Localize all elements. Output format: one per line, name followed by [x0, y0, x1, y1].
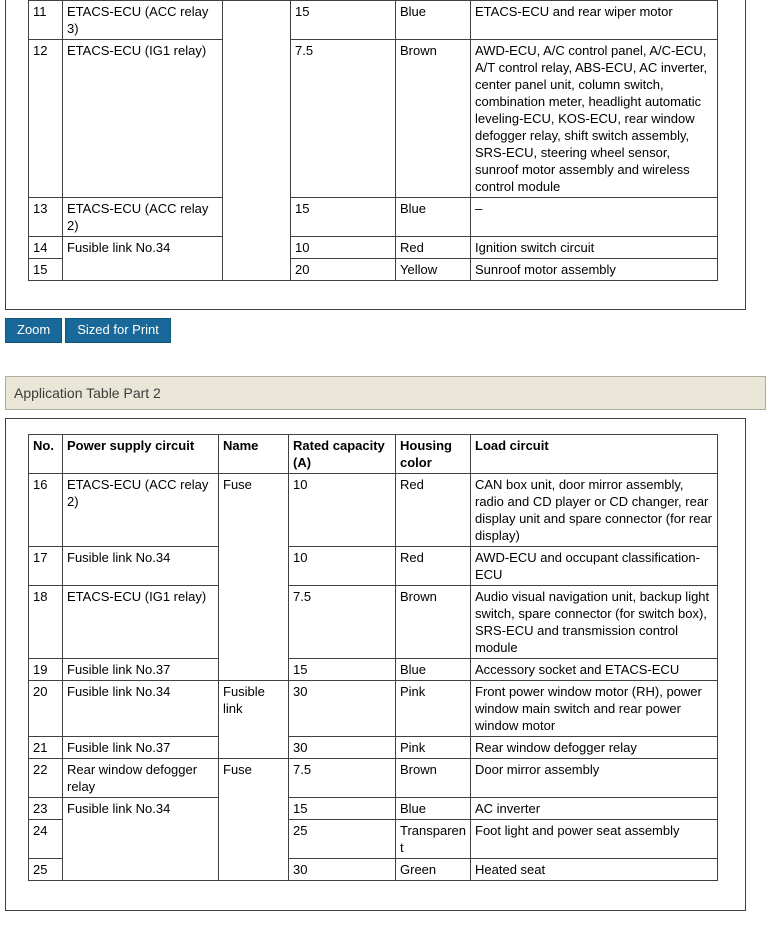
col-header-name: Name — [219, 435, 289, 474]
cell-no: 22 — [29, 759, 63, 798]
cell-rated-capacity: 10 — [289, 547, 396, 586]
cell-rated-capacity: 7.5 — [291, 40, 396, 198]
cell-name: Fuse — [219, 759, 289, 881]
cell-housing-color: Red — [396, 547, 471, 586]
cell-power-supply-circuit: Fusible link No.37 — [63, 659, 219, 681]
zoom-button[interactable]: Zoom — [5, 318, 62, 343]
cell-housing-color: Pink — [396, 737, 471, 759]
cell-name — [223, 1, 291, 281]
cell-power-supply-circuit: Fusible link No.37 — [63, 737, 219, 759]
table-row — [29, 798, 718, 820]
cell-power-supply-circuit: Fusible link No.34 — [63, 547, 219, 586]
cell-no: 20 — [29, 681, 63, 737]
cell-housing-color: Brown — [396, 586, 471, 659]
cell-rated-capacity: 30 — [289, 737, 396, 759]
cell-power-supply-circuit: ETACS-ECU (ACC relay 3) — [63, 1, 223, 40]
col-header-load-circuit: Load circuit — [471, 435, 718, 474]
table-row — [29, 40, 718, 198]
cell-no: 18 — [29, 586, 63, 659]
col-header-power-supply-circuit: Power supply circuit — [63, 435, 219, 474]
cell-rated-capacity: 7.5 — [289, 586, 396, 659]
table-row — [29, 1, 718, 40]
cell-rated-capacity: 30 — [289, 859, 396, 881]
cell-load-circuit: AWD-ECU, A/C control panel, A/C-ECU, A/T control relay, ABS-ECU, AC inverter, center panel unit, column switch, combination meter, headlight automatic leveling-ECU, KOS-ECU, rear window defogger relay, shift switch assembly, SRS-ECU, steering wheel sensor, sunroof motor assembly and wireless control module — [471, 40, 718, 198]
table-row — [29, 586, 718, 659]
table-row — [29, 759, 718, 798]
cell-load-circuit: CAN box unit, door mirror assembly, radio and CD player or CD changer, rear display unit and spare connector (for rear display) — [471, 474, 718, 547]
table-row — [29, 681, 718, 737]
cell-power-supply-circuit: ETACS-ECU (IG1 relay) — [63, 586, 219, 659]
cell-rated-capacity: 30 — [289, 681, 396, 737]
cell-no: 13 — [29, 198, 63, 237]
cell-housing-color: Transparent — [396, 820, 471, 859]
cell-load-circuit: Heated seat — [471, 859, 718, 881]
cell-rated-capacity: 10 — [289, 474, 396, 547]
cell-no: 24 — [29, 820, 63, 859]
cell-no: 23 — [29, 798, 63, 820]
application-table-part1 — [28, 0, 718, 281]
cell-housing-color: Pink — [396, 681, 471, 737]
cell-load-circuit: Ignition switch circuit — [471, 237, 718, 259]
col-header-housing-color: Housing color — [396, 435, 471, 474]
cell-name: Fuse — [219, 474, 289, 681]
cell-housing-color: Blue — [396, 1, 471, 40]
cell-power-supply-circuit: ETACS-ECU (IG1 relay) — [63, 40, 223, 198]
cell-rated-capacity: 25 — [289, 820, 396, 859]
cell-housing-color: Blue — [396, 659, 471, 681]
cell-load-circuit: Foot light and power seat assembly — [471, 820, 718, 859]
cell-housing-color: Blue — [396, 198, 471, 237]
table2-panel — [5, 418, 746, 911]
cell-load-circuit: Audio visual navigation unit, backup light switch, spare connector (for switch box), SRS-ECU and transmission control module — [471, 586, 718, 659]
cell-housing-color: Red — [396, 237, 471, 259]
cell-rated-capacity: 15 — [289, 659, 396, 681]
table1-panel — [5, 0, 746, 310]
cell-rated-capacity: 7.5 — [289, 759, 396, 798]
cell-power-supply-circuit: Fusible link No.34 — [63, 798, 219, 881]
cell-load-circuit: Sunroof motor assembly — [471, 259, 718, 281]
cell-name: Fusible link — [219, 681, 289, 759]
section-title: Application Table Part 2 — [5, 376, 766, 410]
table-row — [29, 237, 718, 259]
cell-no: 17 — [29, 547, 63, 586]
cell-power-supply-circuit: Rear window defogger relay — [63, 759, 219, 798]
cell-power-supply-circuit: Fusible link No.34 — [63, 237, 223, 281]
cell-rated-capacity: 20 — [291, 259, 396, 281]
table-row — [29, 547, 718, 586]
cell-housing-color: Red — [396, 474, 471, 547]
cell-load-circuit: Rear window defogger relay — [471, 737, 718, 759]
cell-housing-color: Brown — [396, 40, 471, 198]
cell-load-circuit: – — [471, 198, 718, 237]
cell-no: 25 — [29, 859, 63, 881]
cell-housing-color: Blue — [396, 798, 471, 820]
toolbar — [5, 318, 771, 343]
table-row — [29, 474, 718, 547]
cell-load-circuit: Door mirror assembly — [471, 759, 718, 798]
cell-rated-capacity: 10 — [291, 237, 396, 259]
col-header-rated-capacity: Rated capacity (A) — [289, 435, 396, 474]
cell-power-supply-circuit: ETACS-ECU (ACC relay 2) — [63, 198, 223, 237]
cell-no: 12 — [29, 40, 63, 198]
table-row — [29, 198, 718, 237]
cell-no: 15 — [29, 259, 63, 281]
cell-rated-capacity: 15 — [289, 798, 396, 820]
cell-load-circuit: Front power window motor (RH), power window main switch and rear power window motor — [471, 681, 718, 737]
cell-load-circuit: Accessory socket and ETACS-ECU — [471, 659, 718, 681]
cell-no: 11 — [29, 1, 63, 40]
table-row — [29, 659, 718, 681]
cell-no: 14 — [29, 237, 63, 259]
col-header-no: No. — [29, 435, 63, 474]
cell-housing-color: Green — [396, 859, 471, 881]
cell-rated-capacity: 15 — [291, 198, 396, 237]
cell-load-circuit: AC inverter — [471, 798, 718, 820]
table-row — [29, 737, 718, 759]
cell-housing-color: Brown — [396, 759, 471, 798]
cell-power-supply-circuit: Fusible link No.34 — [63, 681, 219, 737]
cell-no: 21 — [29, 737, 63, 759]
cell-no: 16 — [29, 474, 63, 547]
cell-power-supply-circuit: ETACS-ECU (ACC relay 2) — [63, 474, 219, 547]
cell-load-circuit: ETACS-ECU and rear wiper motor — [471, 1, 718, 40]
sized-for-print-button[interactable]: Sized for Print — [65, 318, 171, 343]
cell-housing-color: Yellow — [396, 259, 471, 281]
application-table-part2 — [28, 434, 718, 881]
cell-load-circuit: AWD-ECU and occupant classification-ECU — [471, 547, 718, 586]
cell-rated-capacity: 15 — [291, 1, 396, 40]
cell-no: 19 — [29, 659, 63, 681]
table-header-row — [29, 435, 718, 474]
